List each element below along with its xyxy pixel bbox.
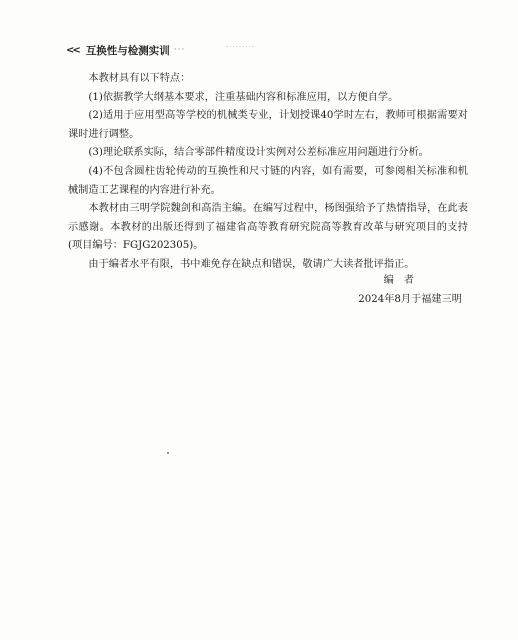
scan-speck bbox=[167, 452, 169, 454]
paragraph-intro: 本教材具有以下特点： bbox=[88, 73, 191, 84]
paragraph-feature-1: (1)依据教学大纲基本要求，注重基础内容和标准应用，以方便自学。 bbox=[88, 91, 399, 103]
signature-editor: 编者 bbox=[383, 275, 424, 286]
chevron-left-icon: << bbox=[66, 44, 79, 56]
running-header bbox=[66, 41, 256, 59]
paragraph-feature-4: (4)不包含圆柱齿轮传动的互换性和尺寸链的内容，如有需要，可参阅相关标准和机械制造工艺课程的内容进行补充。 bbox=[68, 165, 468, 196]
signature-block bbox=[358, 272, 462, 309]
book-title: 互换性与检测实训 bbox=[85, 44, 170, 57]
paragraph-closing: 由于编者水平有限，书中难免存在缺点和错误，敬请广大读者批评指正。 bbox=[88, 258, 415, 270]
paragraph-authors: 本教材由三明学院魏剑和高浩主编。在编写过程中，杨图强给予了热情指导，在此表示感谢。本教材的出版还得到了福建省高等教育研究院高等教育改革与研究项目的支持(项目编号：FGJG202305)。 bbox=[68, 203, 468, 252]
preface-body bbox=[68, 70, 468, 275]
paragraph-feature-3: (3)理论联系实际，结合零部件精度设计实例对公差标准应用问题进行分析。 bbox=[88, 147, 429, 159]
paragraph-feature-2: (2)适用于应用型高等学校的机械类专业，计划授课40学时左右，教师可根据需要对课时进行调整。 bbox=[68, 110, 468, 140]
header-dots: ··· bbox=[173, 45, 186, 55]
header-dots-faint: ········· bbox=[226, 43, 256, 51]
signature-date-place: 2024年8月于福建三明 bbox=[358, 293, 462, 305]
